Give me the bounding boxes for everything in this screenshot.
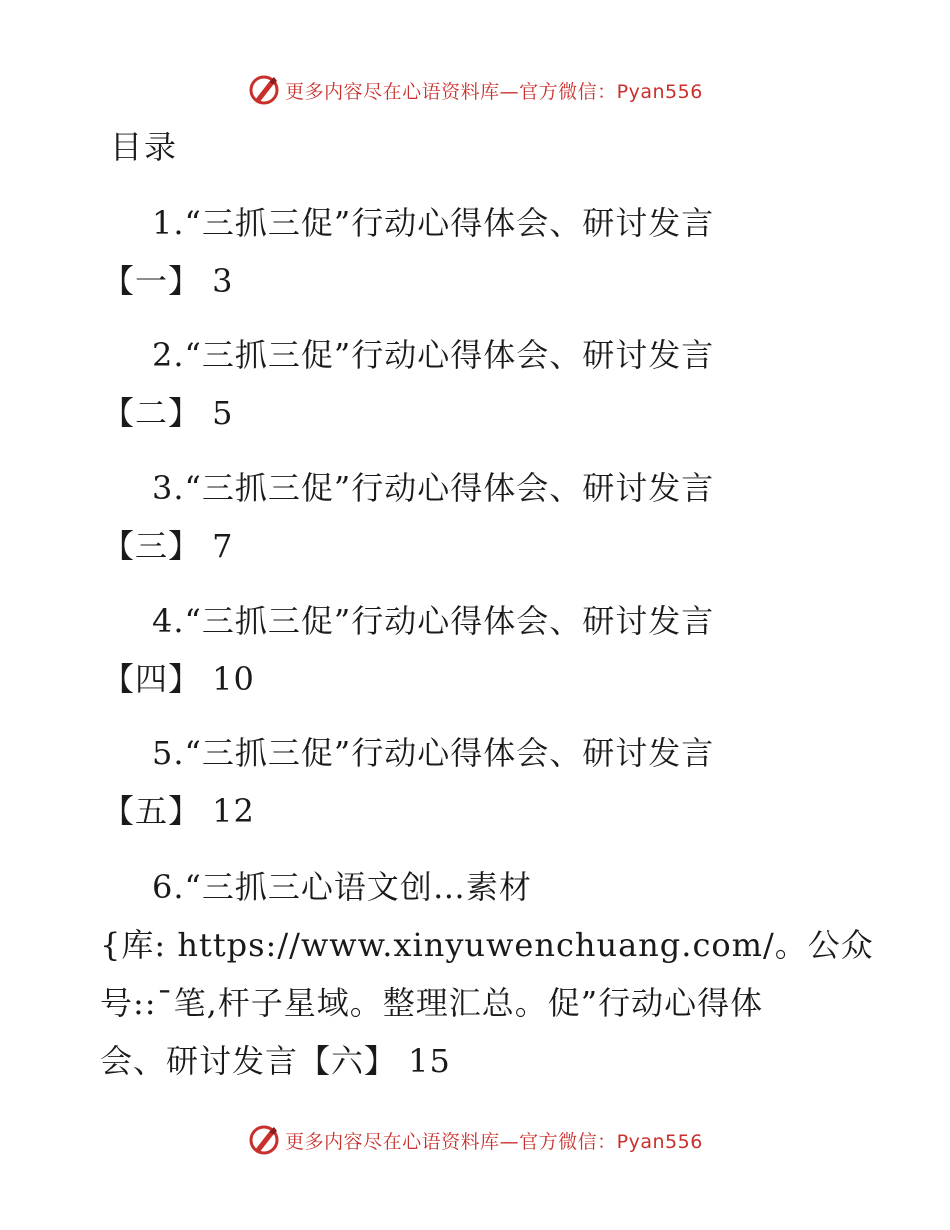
- footer-banner: [0, 1120, 950, 1160]
- toc-entry-4-title: 4.“三抓三促”行动心得体会、研讨发言: [152, 602, 715, 640]
- toc-entry-5-page: 【五】 12: [102, 792, 255, 830]
- toc-entry-6-line-2: {库: https://www.xinyuwenchuang.com/。公众: [100, 926, 874, 964]
- toc-entry-1-title: 1.“三抓三促”行动心得体会、研讨发言: [152, 204, 715, 242]
- pen-logo-icon: [247, 73, 281, 107]
- pen-logo-icon: [247, 1123, 281, 1157]
- toc-entry-6-line-4: 会、研讨发言【六】 15: [100, 1042, 451, 1080]
- header-banner-text: 更多内容尽在心语资料库—官方微信：Pyan556: [285, 80, 703, 103]
- toc-entry-6-line-1: 6.“三抓三心语文创…素材: [152, 868, 532, 906]
- toc-entry-3-title: 3.“三抓三促”行动心得体会、研讨发言: [152, 469, 715, 507]
- toc-entry-6-line-3: 号::¯笔,杆子星域。整理汇总。促”行动心得体: [100, 984, 764, 1022]
- toc-heading: 目录: [110, 128, 179, 166]
- toc-entry-2-title: 2.“三抓三促”行动心得体会、研讨发言: [152, 336, 715, 374]
- toc-entry-1-page: 【一】 3: [102, 262, 234, 300]
- footer-banner-text: 更多内容尽在心语资料库—官方微信：Pyan556: [285, 1130, 703, 1153]
- header-banner: [0, 70, 950, 110]
- toc-entry-3-page: 【三】 7: [102, 527, 234, 565]
- toc-entry-2-page: 【二】 5: [102, 394, 234, 432]
- toc-entry-5-title: 5.“三抓三促”行动心得体会、研讨发言: [152, 734, 715, 772]
- toc-entry-4-page: 【四】 10: [102, 660, 255, 698]
